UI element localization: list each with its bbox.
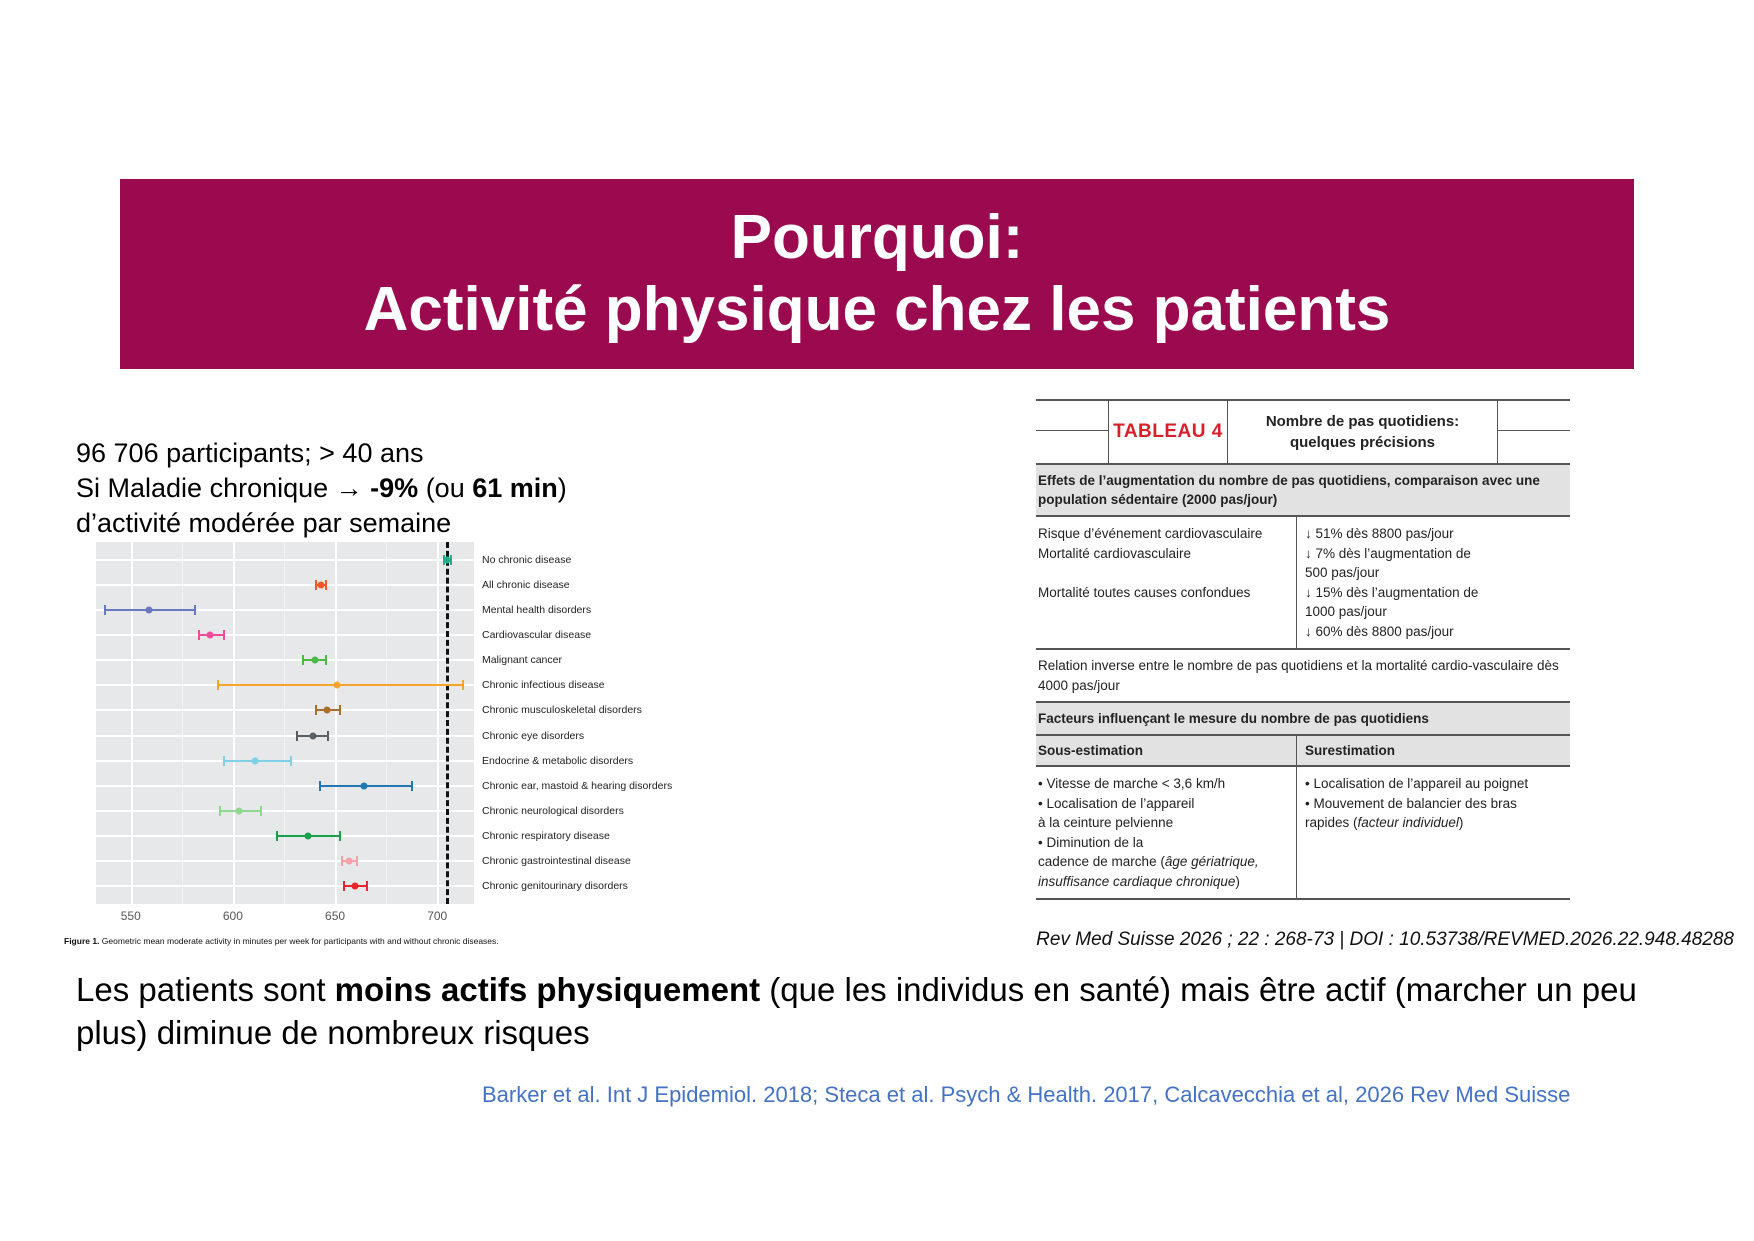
point-estimate: [146, 606, 153, 613]
gridline: [96, 659, 474, 661]
effects-values: [1297, 517, 1570, 648]
category-label: Chronic infectious disease: [482, 679, 605, 692]
point-estimate: [207, 632, 214, 639]
category-label: No chronic disease: [482, 553, 572, 566]
gridline: [96, 785, 474, 787]
effects-row: [1036, 517, 1570, 650]
category-label: All chronic disease: [482, 578, 570, 591]
effect-outcome: [1038, 563, 1294, 583]
conclusion-emphasis: moins actifs physiquement: [334, 971, 761, 1008]
chronic-disease-line: Si Maladie chronique → -9% (ou 61 min): [76, 473, 567, 503]
x-tick-label: 550: [120, 909, 141, 923]
point-estimate: [252, 757, 259, 764]
tableau-4: [1036, 399, 1570, 900]
x-tick-label: 650: [325, 909, 346, 923]
gridline: [96, 860, 474, 862]
point-estimate: [317, 581, 324, 588]
section-effects-header: Effets de l’augmentation du nombre de pas quotidiens, comparaison avec une population sédentaire (2000 pas/jour): [1036, 465, 1570, 517]
category-label: Malignant cancer: [482, 654, 562, 667]
effect-value: ↓ 60% dès 8800 pas/jour: [1305, 623, 1454, 639]
x-tick-label: 700: [427, 909, 448, 923]
effect-value: ↓ 51% dès 8800 pas/jour: [1305, 526, 1454, 541]
gridline: [96, 634, 474, 636]
point-estimate: [311, 657, 318, 664]
effect-value: 1000 pas/jour: [1305, 604, 1387, 619]
effect-outcome: Risque d’événement cardiovasculaire: [1038, 526, 1263, 541]
effect-value: 500 pas/jour: [1305, 565, 1380, 580]
category-label: Chronic eye disorders: [482, 729, 585, 742]
point-estimate: [352, 883, 359, 890]
conclusion-text: Les patients sont moins actifs physiquement (que les individus en santé) mais être actif (marcher un peu plus) diminue de nombreux risques: [76, 971, 1637, 1051]
effect-value: ↓ 15% dès l’augmentation de: [1305, 584, 1479, 600]
point-estimate: [346, 858, 353, 865]
arrow-right-icon: →: [335, 473, 363, 503]
gridline: [284, 542, 285, 904]
percent-reduction: -9%: [370, 473, 419, 503]
slide-title-line-2: Activité physique chez les patients: [363, 275, 1391, 344]
gridline: [96, 885, 474, 887]
point-estimate: [360, 782, 367, 789]
gridline: [335, 542, 337, 904]
category-label: Endocrine & metabolic disorders: [482, 754, 634, 767]
table-title: Nombre de pas quotidiens: quelques précisions: [1228, 401, 1498, 463]
col-under-estimation: Sous-estimation: [1036, 736, 1297, 765]
point-estimate: [236, 807, 243, 814]
activity-line: d’activité modérée par semaine: [76, 508, 452, 538]
category-label: Chronic respiratory disease: [482, 830, 610, 843]
study-summary: [76, 436, 567, 541]
journal-reference: Rev Med Suisse 2026 ; 22 : 268-73 | DOI : 10.53738/REVMED.2026.22.948.48288: [1036, 929, 1734, 950]
point-estimate: [334, 682, 341, 689]
category-label: Cardiovascular disease: [482, 629, 592, 641]
table-tag: TABLEAU 4: [1109, 401, 1228, 463]
point-estimate: [323, 707, 330, 714]
gridline: [96, 584, 474, 586]
gridline: [96, 709, 474, 711]
slide-title-line-1: Pourquoi:: [730, 203, 1024, 272]
section-factors-header: Facteurs influençant le mesure du nombre de pas quotidiens: [1036, 703, 1570, 736]
plot-area: [96, 542, 474, 904]
category-label: Mental health disorders: [482, 603, 592, 616]
under-estimation-items: • Vitesse de marche < 3,6 km/h • Localisation de l’appareil à la ceinture pelvienne • Diminution de la cadence de marche (âge gériatrique, insuffisance cardiaque chronique): [1036, 767, 1297, 898]
citations: Barker et al. Int J Epidemiol. 2018; Steca et al. Psych & Health. 2017, Calcavecchia et al, 2026 Rev Med Suisse: [482, 1082, 1571, 1107]
gridline: [96, 735, 474, 737]
table-header: [1036, 399, 1570, 465]
figure-caption: Figure 1. Geometric mean moderate activity in minutes per week for participants with and without chronic diseases.: [64, 936, 499, 946]
effect-outcome: Mortalité cardiovasculaire: [1038, 545, 1192, 561]
gridline: [96, 810, 474, 812]
category-label: Chronic genitourinary disorders: [482, 880, 628, 893]
relation-row: Relation inverse entre le nombre de pas quotidiens et la mortalité cardio-vasculaire dès 4000 pas/jour: [1036, 650, 1570, 703]
effect-outcome: Mortalité toutes causes confondues: [1038, 584, 1251, 600]
minutes-reduction: 61 min: [472, 473, 558, 503]
col-over-estimation: Surestimation: [1305, 743, 1396, 758]
participants-line: 96 706 participants; > 40 ans: [76, 438, 424, 468]
point-estimate: [305, 833, 312, 840]
category-label: Chronic gastrointestinal disease: [482, 855, 631, 868]
point-estimate: [444, 556, 451, 563]
effect-value: ↓ 7% dès l’augmentation de: [1305, 545, 1471, 561]
category-label: Chronic neurological disorders: [482, 804, 624, 817]
gridline: [182, 542, 183, 904]
gridline: [96, 559, 474, 561]
slide-title-banner: [120, 179, 1634, 369]
over-estimation-items: • Localisation de l’appareil au poignet • Mouvement de balancier des bras rapides (facteur individuel): [1305, 776, 1529, 830]
gridline: [233, 542, 235, 904]
reference-line: [446, 542, 449, 904]
gridline: [131, 542, 133, 904]
gridline: [437, 542, 439, 904]
gridline: [386, 542, 387, 904]
x-tick-label: 600: [222, 909, 243, 923]
factors-column-headers: [1036, 736, 1570, 767]
category-label: Chronic musculoskeletal disorders: [482, 704, 642, 717]
category-label: Chronic ear, mastoid & hearing disorders: [482, 779, 673, 792]
factors-row: [1036, 767, 1570, 900]
forest-plot-chart: [96, 542, 696, 952]
effects-outcomes: [1036, 517, 1297, 648]
point-estimate: [309, 732, 316, 739]
